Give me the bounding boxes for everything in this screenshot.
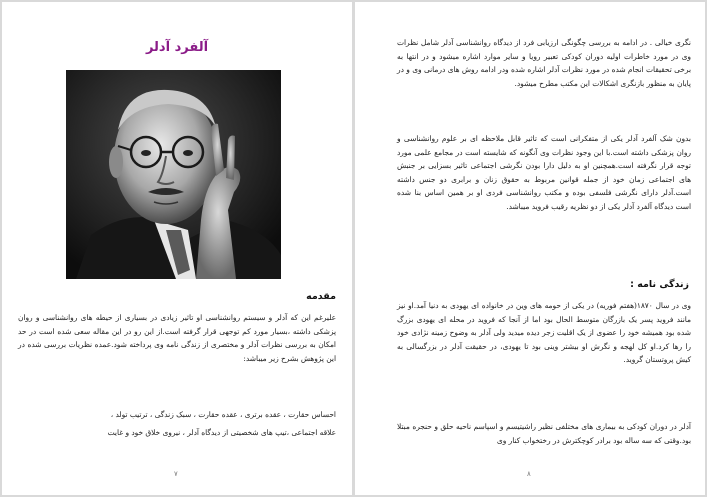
paragraph-4: آدلر در دوران کودکی به بیماری های مختلفی نظیر راشیتیسم و اسپاسم ناحیه حلق و حنجره مبتلا بود.وقتی که سه ساله بود برادر کوچکترش در رختخواب کنار وی bbox=[397, 422, 691, 445]
topics-line-1: احساس حقارت ، عقده برتری ، عقده حقارت ، سبک زندگی ، ترتیب تولد ، bbox=[110, 410, 336, 419]
paragraph-2: بدون شک آلفرد آدلر یکی از متفکرانی است که تاثیر قابل ملاحظه ای بر علوم روانشناسی و روان پزشکی داشته است.با این وجود نظرات وی آنگونه که شایسته است در مجامع علمی مورد توجه قرار نگرفته است.همچنین او به دلیل دارا بودن نگرشی اجتماعی تاثیر بسزایی بر جنبش های اجتماعی زمان خود از جمله قوانین مربوط به حقوق زنان و برابری دو جنس داشته است.آدلر دارای نگرشی فلسفی بوده و مکتب روانشناسی فردی او بر همین اساس بنا شده است دیدگاه آلفرد آدلر یکی از دو نظریه رقیب فروید میباشد. bbox=[397, 134, 691, 211]
topics-line-2: علاقه اجتماعی ،تیپ های شخصیتی از دیدگاه آدلر ، نیروی خلاق خود و غایت bbox=[107, 428, 336, 437]
right-page bbox=[355, 2, 705, 495]
page-number: ۸ bbox=[527, 470, 531, 478]
section-heading-biography: زندگی نامه : bbox=[630, 279, 689, 290]
paragraph-3: وی در سال ۱۸۷۰(هفتم فوریه) در یکی از حومه های وین در خانواده ای یهودی به دنیا آمد.او نیز مانند فروید پسر یک بازرگان متوسط الحال بود اما از آنجا که فروید در محله ای یهودی بزرگ شده بود همیشه خود را عضوی از یک اقلیت زجر دیده میدید ولی آدلر به وضوح زمینه نژادی خود را رها کرد.او کل لهجه و نگرش او بیشتر وینی بود تا یهودی، در حقیقت آدلر در بزرگسالی به کیش پروتستان گروید. bbox=[397, 301, 691, 364]
portrait-image bbox=[66, 70, 281, 279]
adler-portrait bbox=[66, 70, 281, 279]
page-number: ۷ bbox=[174, 470, 178, 478]
paragraph-1: نگری خیالی . در ادامه به بررسی چگونگی ارزیابی فرد از دیدگاه روانشناسی آدلر شامل نظرات وی در مورد خاطرات اولیه دوران کودکی تعبیر رویا و سایر موارد اشاره میشود و در انتها به برخی تحقیقات انجام شده در مورد نظرات آدلر اشاره شده ودر ادامه روش های درمانی وی و در پایان به منظور بازنگری اشکالات این مکتب مطرح میشود. bbox=[397, 38, 691, 88]
section-heading-intro: مقدمه bbox=[306, 291, 336, 302]
page-title: آلفرد آدلر bbox=[145, 40, 209, 55]
intro-paragraph: علیرغم این که آدلر و سیستم روانشناسی او تاثیر زیادی در بسیاری از حیطه های روانشناسی و روان پزشکی داشته ،بسیار مورد کم توجهی قرار گرفته است.از این رو در این مقاله سعی شده است در حد امکان به بررسی نظرات آدلر و مختصری از زندگی نامه وی پرداخته شود.عمده نظریات بررسی شده در این پژوهش بشرح زیر میباشد: bbox=[18, 313, 336, 363]
left-page bbox=[2, 2, 352, 495]
